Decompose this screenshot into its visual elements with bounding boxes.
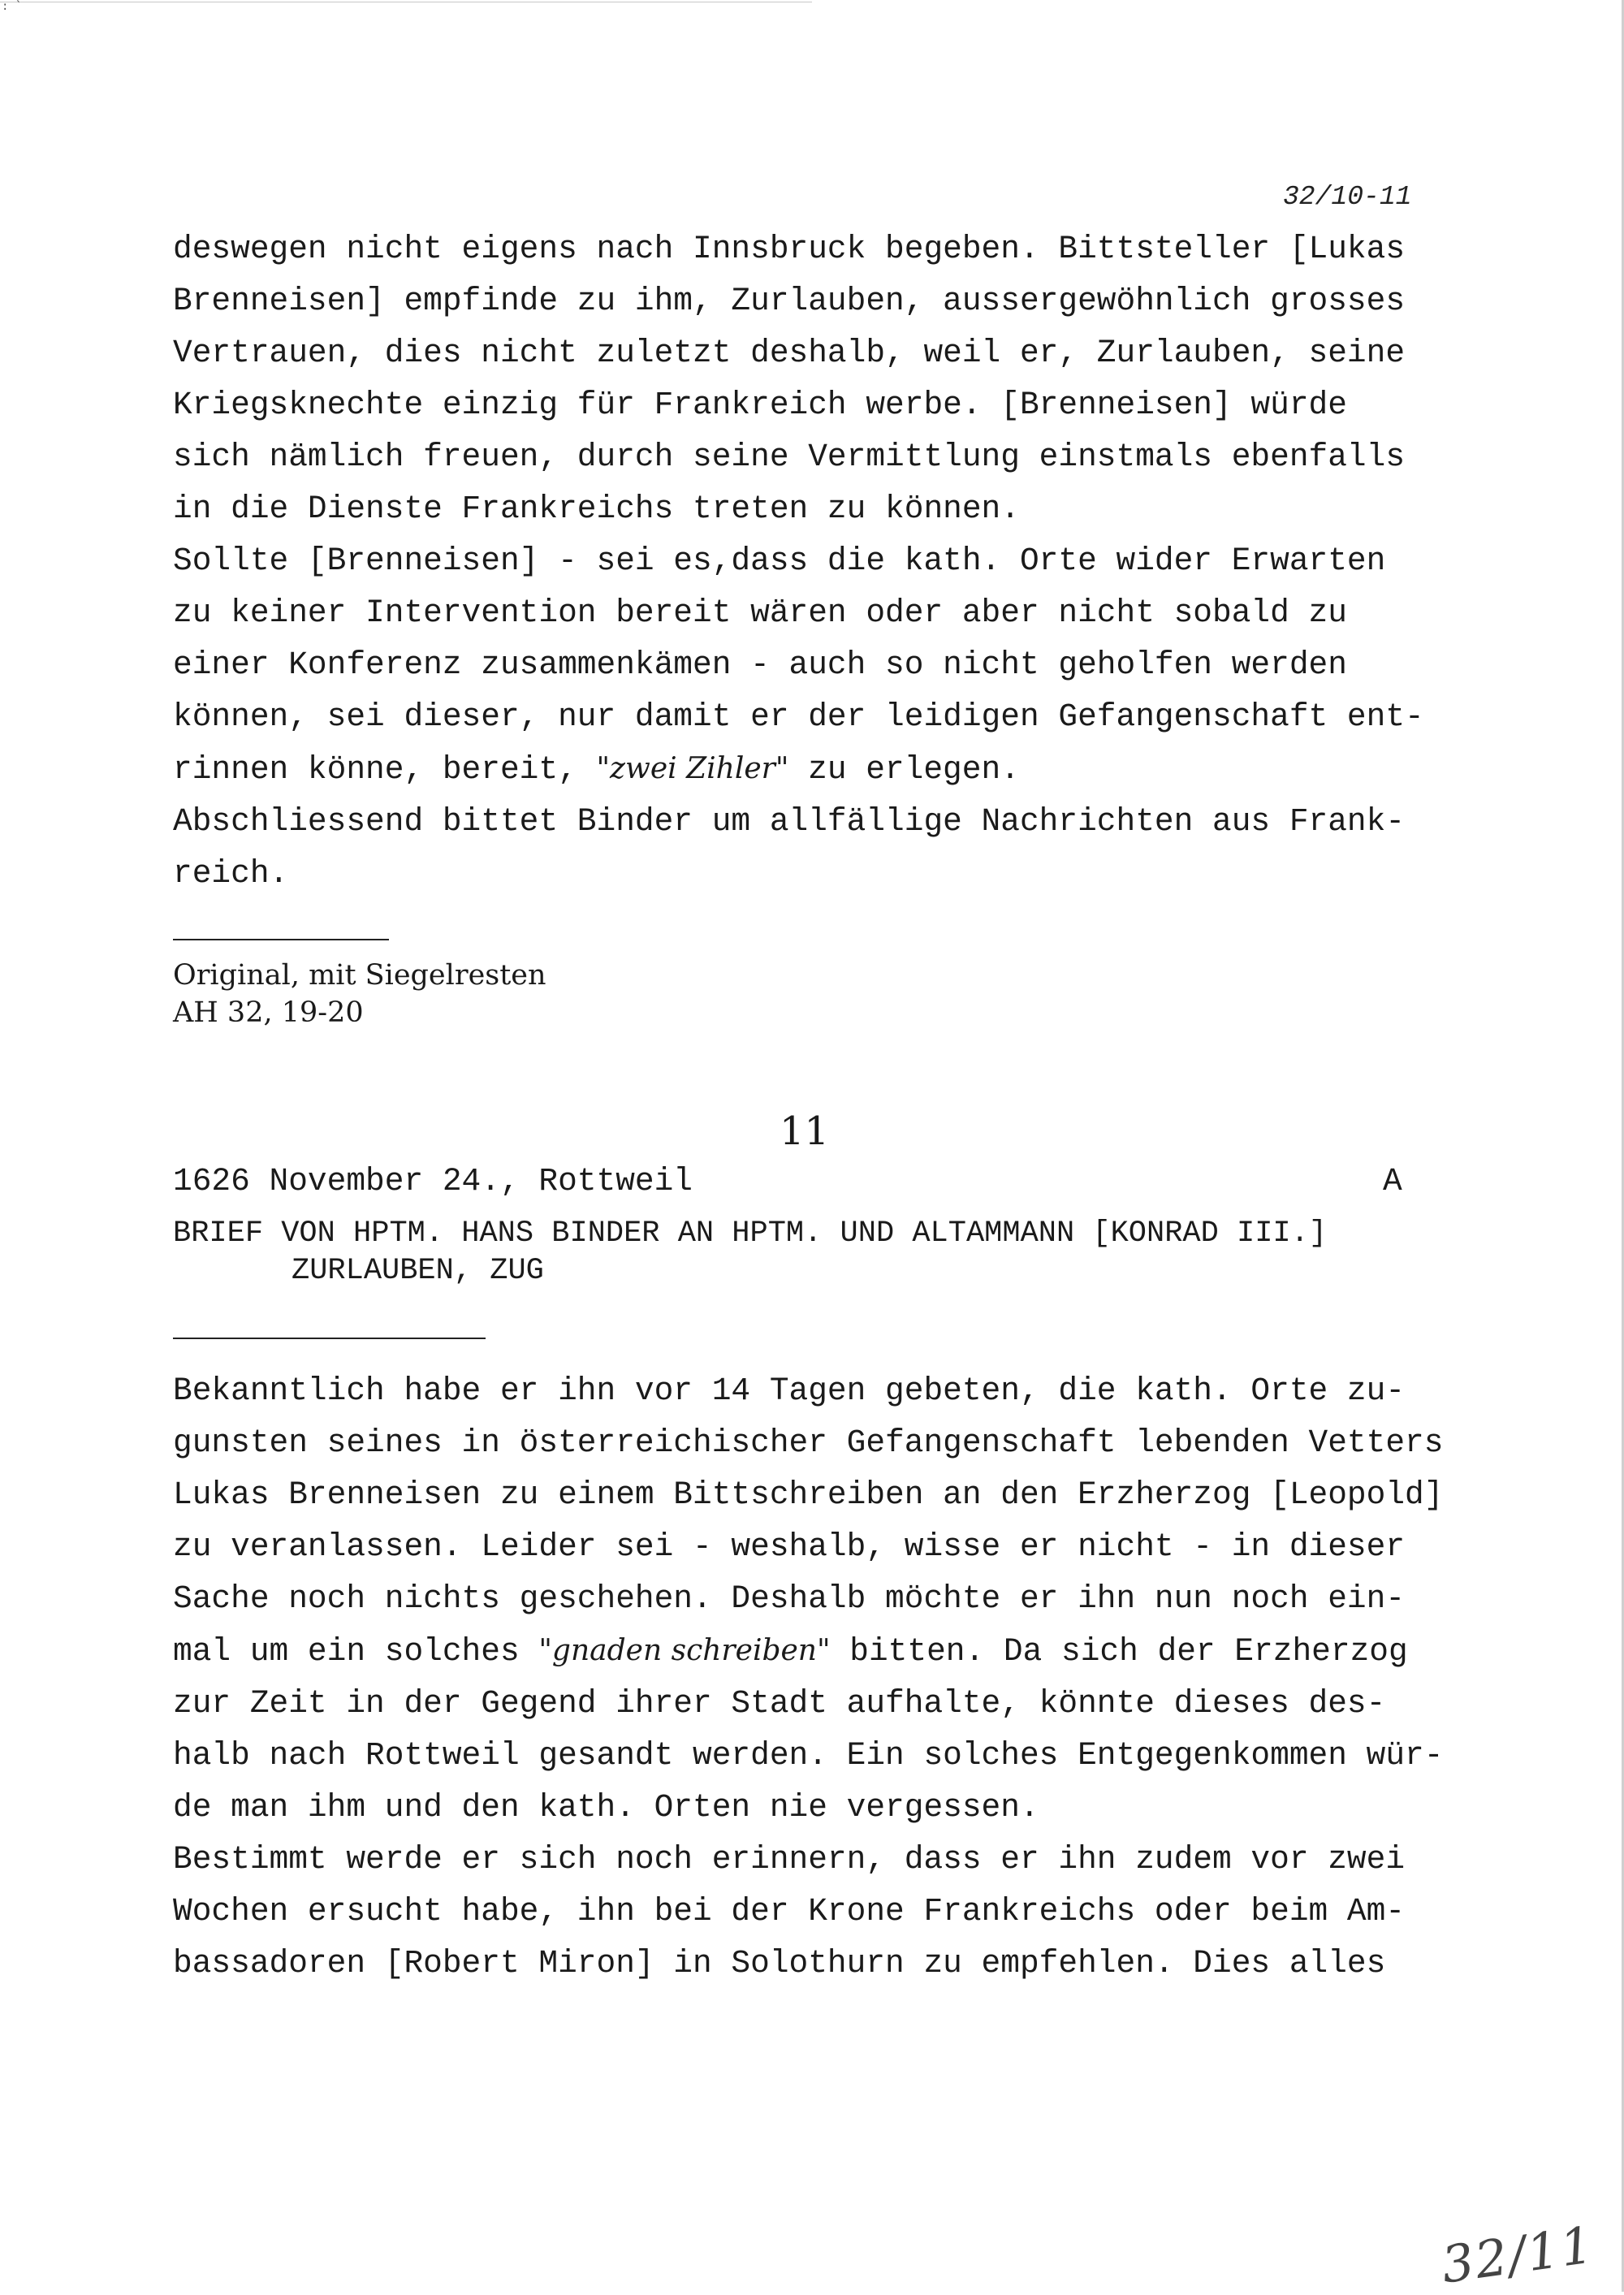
continuation-text [173, 223, 1488, 900]
section-divider [173, 939, 389, 940]
date-place: 1626 November 24., Rottweil [173, 1163, 693, 1199]
summary-text [173, 1365, 1488, 1990]
heading-line-2: ZURLAUBEN, ZUG [292, 1254, 544, 1288]
paragraph-2-main: Sollte [Brenneisen] - sei es,dass die kath. Orte wider Erwarten zu keiner Intervention bereit wären oder aber nicht sobald zu einer Konferenz zusammenkämen - auch so nicht geholfen werden können, sei dieser, nur damit er der leidigen Gefangenschaft ent- [173, 542, 1424, 735]
heading-divider [173, 1338, 486, 1339]
paragraph-2-after-quote: zu erlegen. [788, 751, 1020, 788]
paragraph-3: Abschliessend bittet Binder um allfällige Nachrichten aus Frank- reich. [173, 803, 1406, 892]
summary-paragraph-2: Bestimmt werde er sich noch erinnern, dass er ihn zudem vor zwei Wochen ersucht habe, ihn bei der Krone Frankreichs oder beim Am- bassadoren [Robert Miron] in Solothurn zu empfehlen. Dies alles [173, 1841, 1406, 1982]
paragraph-1: deswegen nicht eigens nach Innsbruck begeben. Bittsteller [Lukas Brenneisen] empfinde zu ihm, Zurlauben, aussergewöhnlich grosses Vertrauen, dies nicht zuletzt deshalb, weil er, Zurlauben, seine Kriegsknechte einzig für Frankreich werbe. [Brenneisen] würde sich nämlich freuen, durch seine Vermittlung einstmals ebenfalls in die Dienste Frankreichs treten zu können. [173, 231, 1406, 527]
classification-letter: A [1383, 1163, 1402, 1199]
quote-gnaden-schreiben: "gnaden schreiben" [538, 1634, 831, 1667]
heading-line-1: BRIEF VON HPTM. HANS BINDER AN HPTM. UND ALTAMMANN [KONRAD III.] [173, 1217, 1328, 1251]
handwritten-page-mark: 32/11 [1437, 2215, 1598, 2295]
document-heading [173, 1215, 1488, 1290]
source-note: Original, mit Siegelresten AH 32, 19-20 [173, 959, 546, 1029]
quote-zwei-zihler: "zwei Zihler" [596, 752, 789, 785]
paragraph-2 [173, 535, 1488, 796]
summary-p1-before: Bekanntlich habe er ihn vor 14 Tagen gebeten, die kath. Orte zu- gunsten seines in österreichischer Gefangenschaft lebenden Vetters Lukas Brenneisen zu einem Bittschreiben an den Erzherzog [Leopold] zu veranlassen. Leider sei - weshalb, wisse er nicht - in dieser Sache noch nichts geschehen. Deshalb möchte er ihn nun noch ein- mal um ein solches [173, 1372, 1444, 1670]
document-number: 11 [780, 1109, 830, 1154]
paragraph-2-before-quote: rinnen könne, bereit, [173, 751, 597, 788]
scan-marks: : ` [2, 0, 23, 13]
summary-paragraph-1 [173, 1365, 1488, 1834]
summary-p1-after: bitten. Da sich der Erzherzog zur Zeit in der Gegend ihrer Stadt aufhalte, könnte dieses des- halb nach Rottweil gesandt werden. Ein solches Entgegenkommen wür- de man ihm und den kath. Orten nie vergessen. [173, 1633, 1444, 1826]
page-reference: 32/10-11 [1283, 182, 1412, 212]
